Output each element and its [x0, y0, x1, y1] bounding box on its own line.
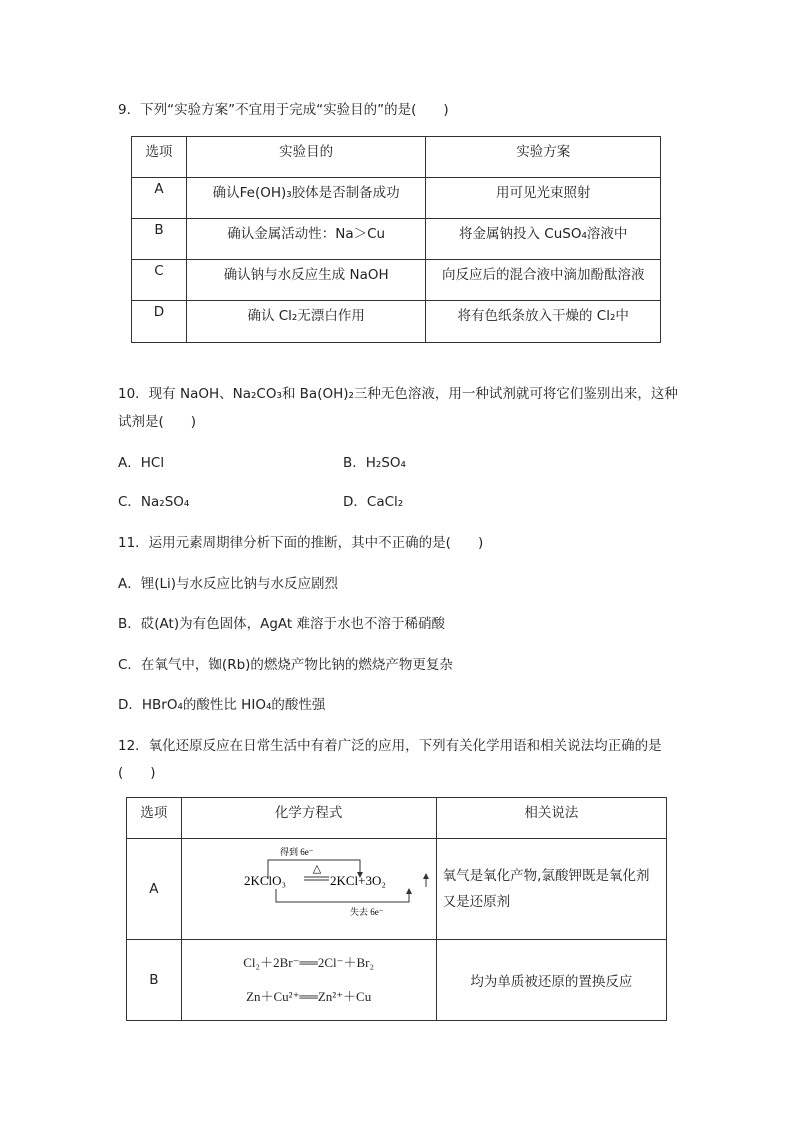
q9-header-goal: 实验目的: [186, 137, 426, 178]
table-row: [127, 940, 667, 1021]
reactant-formula: 2KClO₃: [243, 873, 286, 888]
q12-header-equation: 化学方程式: [181, 798, 436, 839]
table-row: [127, 839, 667, 940]
electron-transfer-diagram: [182, 839, 436, 939]
gain-electron-label: 得到 6e⁻: [279, 847, 314, 857]
q10-stem-line2: 试剂是( ): [118, 414, 197, 430]
gas-arrowhead: [423, 873, 429, 879]
q12-row-b-equation-2: Zn＋Cu²⁺══Zn²⁺＋Cu: [246, 989, 372, 1004]
q12-row-a-remark: [436, 839, 666, 940]
q12-stem-line1: 12．氧化还原反应在日常生活中有着广泛的应用，下列有关化学用语和相关说法均正确的是: [118, 738, 662, 754]
q12-row-a-option: A: [127, 839, 182, 940]
q9-row-a-option: A: [132, 178, 187, 219]
q9-header-option: 选项: [132, 137, 187, 178]
table-row: [132, 178, 661, 219]
lose-arrowhead: [406, 888, 412, 894]
table-row: [132, 301, 661, 343]
q9-row-d-plan: 将有色纸条放入干燥的 Cl₂中: [426, 301, 661, 343]
q9-row-c-goal: 确认钠与水反应生成 NaOH: [186, 260, 426, 301]
q12-row-b-option: B: [127, 940, 182, 1021]
q9-row-b-goal: 确认金属活动性：Na＞Cu: [186, 219, 426, 260]
q9-row-a-plan: 用可见光束照射: [426, 178, 661, 219]
q10-option-b: B．H₂SO₄: [343, 455, 406, 471]
q12-table: [126, 797, 667, 1021]
q9-row-b-option: B: [132, 219, 187, 260]
q9-row-d-goal: 确认 Cl₂无漂白作用: [186, 301, 426, 343]
q9-table: [131, 136, 661, 343]
q9-row-c-option: C: [132, 260, 187, 301]
q12-header-remark: 相关说法: [436, 798, 666, 839]
lose-electron-label: 失去 6e⁻: [349, 907, 384, 917]
table-row: [132, 219, 661, 260]
q9-row-d-option: D: [132, 301, 187, 343]
q9-row-a-goal: 确认Fe(OH)₃胶体是否制备成功: [186, 178, 426, 219]
q9-row-c-plan: 向反应后的混合液中滴加酚酞溶液: [426, 260, 661, 301]
q10-stem-line1: 10．现有 NaOH、Na₂CO₃和 Ba(OH)₂三种无色溶液，用一种试剂就可将它们鉴别出来，这种: [118, 386, 678, 402]
q10-option-c: C．Na₂SO₄: [118, 494, 190, 510]
q10-option-d: D．CaCl₂: [343, 494, 404, 510]
heat-symbol: △: [312, 862, 321, 875]
q12-row-b-equation-1: Cl₂＋2Br⁻══2Cl⁻＋Br₂: [243, 955, 375, 970]
q12-row-a-equation: [181, 839, 436, 940]
q12-row-a-remark-text: 氧气是氧化产物,氯酸钾既是氧化剂又是还原剂: [442, 868, 650, 910]
q9-row-b-plan: 将金属钠投入 CuSO₄溶液中: [426, 219, 661, 260]
q9-header-plan: 实验方案: [426, 137, 661, 178]
q11-option-d: D．HBrO₄的酸性比 HIO₄的酸性强: [118, 697, 326, 713]
q12-row-b-equation: [181, 940, 436, 1021]
q11-option-b: B．砹(At)为有色固体，AgAt 难溶于水也不溶于稀硝酸: [118, 616, 445, 632]
product-formula: 2KCl+3O₂: [329, 873, 386, 888]
q12-row-b-remark: 均为单质被还原的置换反应: [436, 940, 666, 1021]
q11-option-c: C．在氧气中，铷(Rb)的燃烧产物比钠的燃烧产物更复杂: [118, 657, 453, 673]
q11-option-a: A．锂(Li)与水反应比钠与水反应剧烈: [118, 576, 339, 592]
lose-bracket: [276, 889, 409, 902]
q9-stem: 9．下列“实验方案”不宜用于完成“实验目的”的是( ): [118, 102, 449, 118]
q10-option-a: A．HCl: [118, 455, 165, 471]
q12-header-option: 选项: [127, 798, 182, 839]
q12-stem-line2: ( ): [118, 765, 156, 781]
q11-stem: 11．运用元素周期律分析下面的推断，其中不正确的是( ): [118, 535, 484, 551]
table-row: [132, 260, 661, 301]
